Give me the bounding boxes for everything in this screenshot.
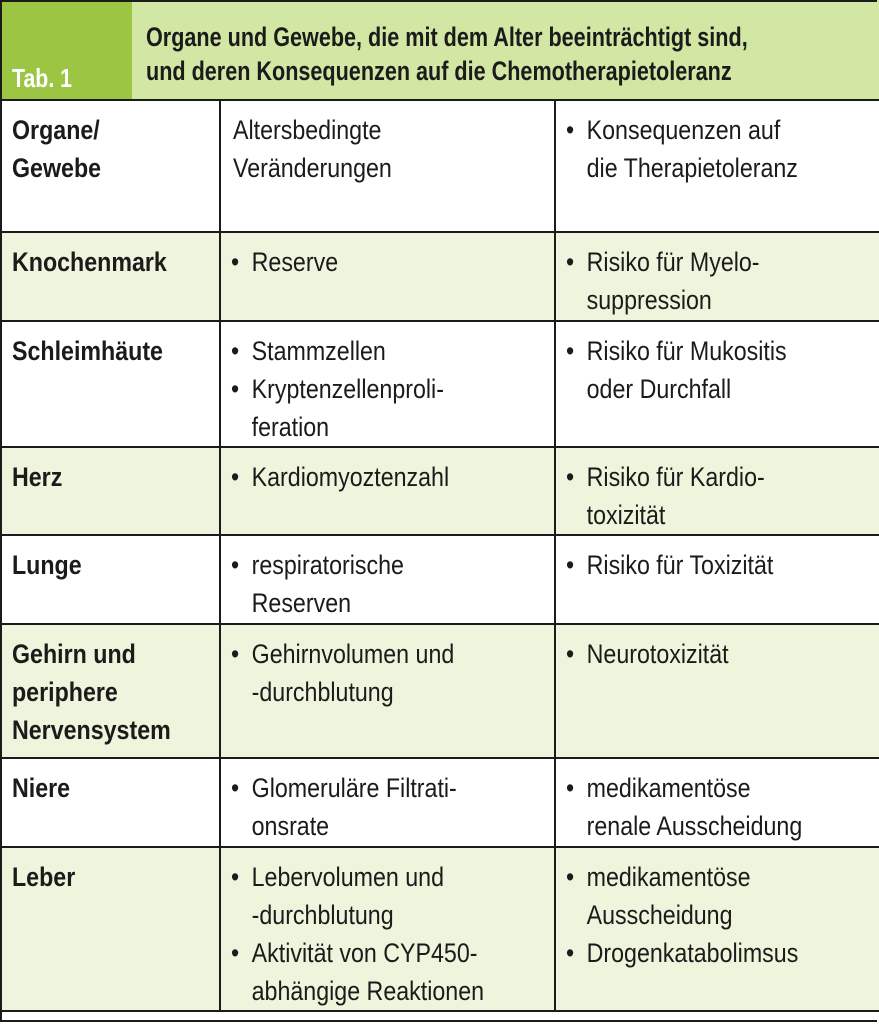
change-item-line: Reserven — [251, 588, 352, 618]
header-organ-line-2: Gewebe — [12, 153, 102, 183]
header-consequences-line-2: die Therapietoleranz — [586, 153, 798, 183]
change-item-line: • Stammzellen — [251, 336, 386, 366]
consequence-item-line: suppression — [586, 285, 712, 315]
change-item-line: • Lebervolumen und — [251, 862, 444, 892]
organ-name-line: Gehirn und — [12, 639, 136, 669]
change-item-line: feration — [251, 412, 330, 442]
organ-name-line: Leber — [12, 862, 76, 892]
change-item-line: • Kryptenzellenproli- — [251, 374, 444, 404]
organ-name-line: Herz — [12, 462, 63, 492]
table-number-text: Tab. 1 — [12, 63, 73, 93]
consequence-item-line: • Risiko für Toxizität — [586, 550, 774, 580]
consequence-item-line: • medikamentöse — [586, 773, 751, 803]
change-item-line: • Glomeruläre Filtrati- — [251, 773, 457, 803]
header-changes-line-2: Veränderungen — [233, 153, 392, 183]
consequence-item-line: • Risiko für Mukositis — [586, 336, 787, 366]
table-title-line-1: Organe und Gewebe, die mit dem Alter beeinträchtigt sind, — [146, 22, 748, 52]
change-item-line: • Gehirnvolumen und — [251, 639, 455, 669]
consequence-item-line: oder Durchfall — [586, 374, 732, 404]
change-item-line: onsrate — [251, 811, 330, 841]
organ-name-line: Knochenmark — [12, 247, 167, 277]
consequence-item-line: • Neurotoxizität — [586, 639, 729, 669]
table-title-line-2: und deren Konsequenzen auf die Chemotherapietoleranz — [146, 56, 732, 86]
organ-name-line: Niere — [12, 773, 71, 803]
organ-name-line: periphere — [12, 677, 118, 707]
change-item-line: -durchblutung — [251, 900, 394, 930]
consequence-item-line: • medikamentöse — [586, 862, 751, 892]
consequence-item-line: toxizität — [586, 500, 666, 530]
change-item-line: • Reserve — [251, 247, 339, 277]
consequence-item-line: • Drogenkatabolimsus — [586, 938, 799, 968]
change-item-line: • Aktivität von CYP450- — [251, 938, 478, 968]
organ-name-line: Lunge — [12, 550, 82, 580]
header-changes-line-1: Altersbedingte — [233, 115, 382, 145]
header-organ-line-1: Organe/ — [12, 115, 100, 145]
change-item-line: -durchblutung — [251, 677, 394, 707]
change-item-line: • respiratorische — [251, 550, 404, 580]
organ-name-line: Schleimhäute — [12, 336, 163, 366]
organ-name-line: Nervensystem — [12, 715, 171, 745]
consequence-item-line: Ausscheidung — [586, 900, 733, 930]
consequence-item-line: • Risiko für Myelo- — [586, 247, 760, 277]
consequence-item-line: renale Ausscheidung — [586, 811, 803, 841]
consequence-item-line: • Risiko für Kardio- — [586, 462, 765, 492]
header-consequences-line-1: • Konsequenzen auf — [586, 115, 781, 145]
change-item-line: • Kardiomyoztenzahl — [251, 462, 450, 492]
change-item-line: abhängige Reaktionen — [251, 976, 485, 1006]
